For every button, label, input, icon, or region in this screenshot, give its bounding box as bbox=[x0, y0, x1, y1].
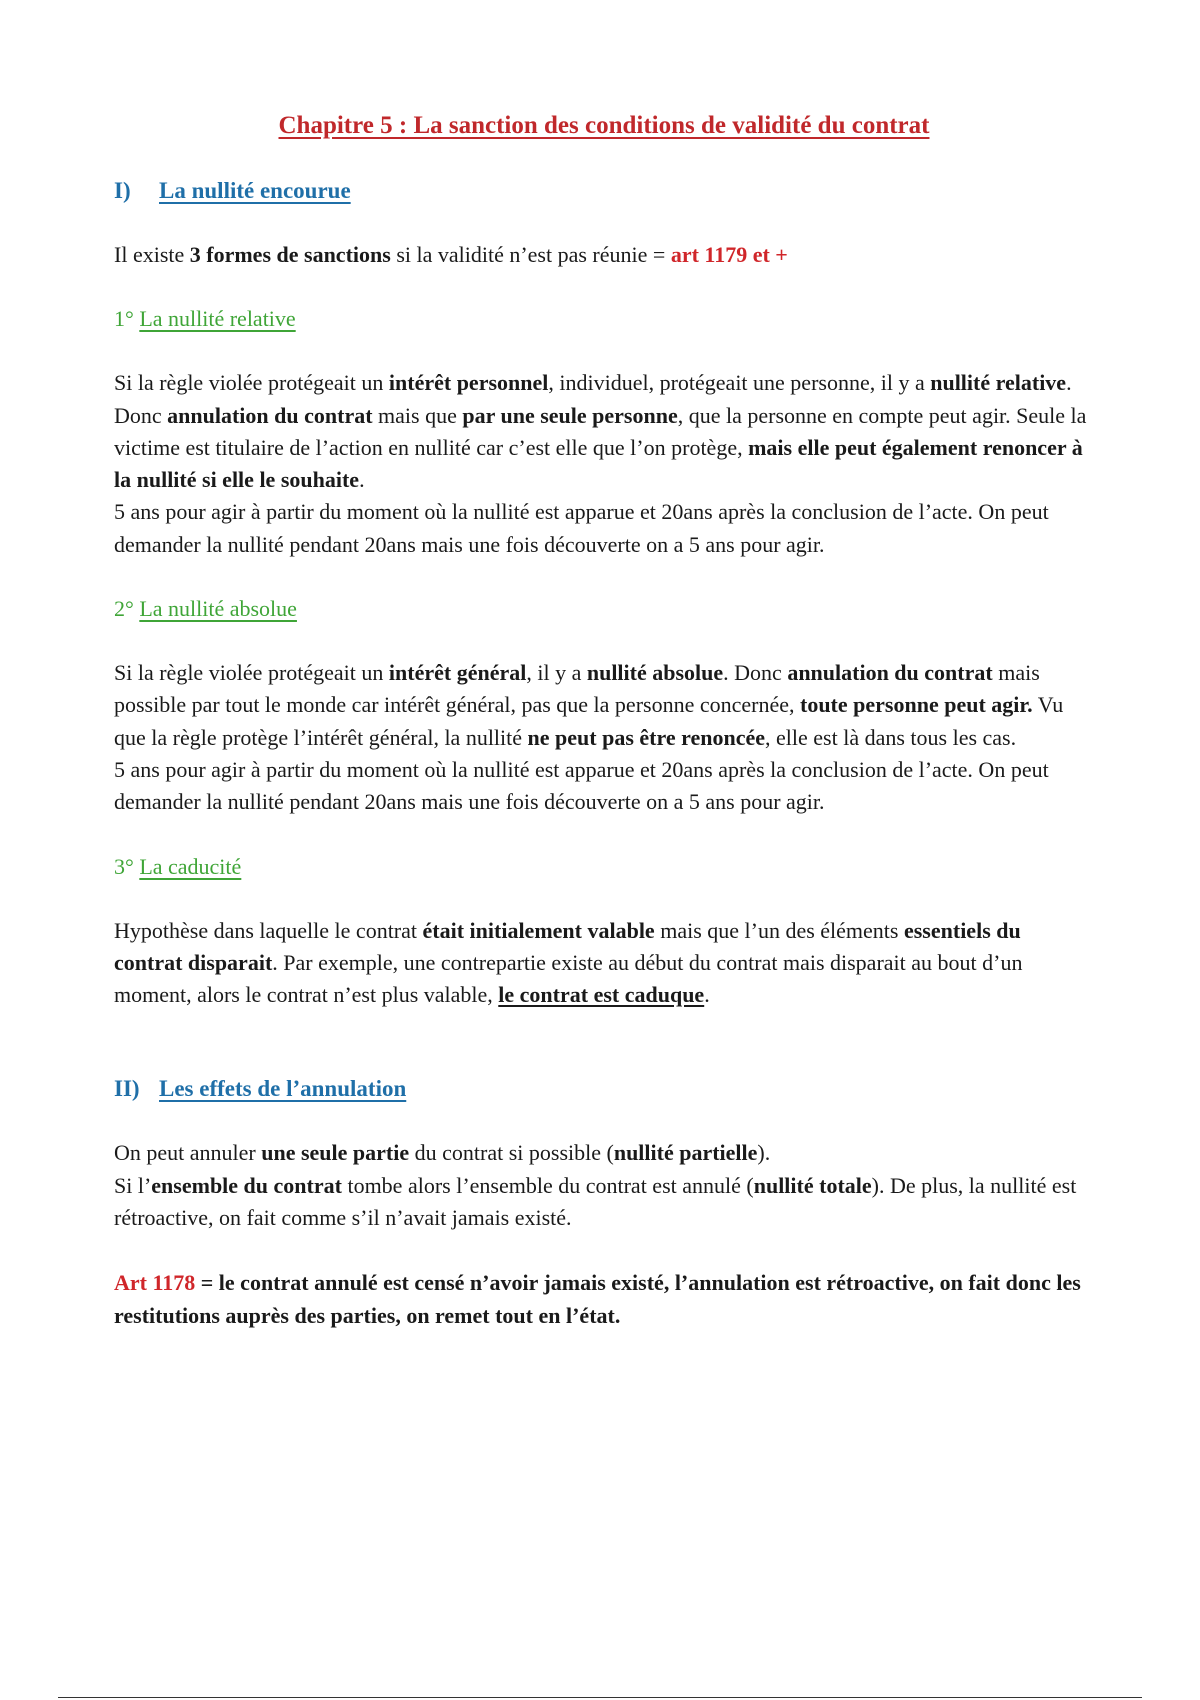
bold-underlined-run: le contrat est caduque bbox=[498, 982, 705, 1008]
section-2-title: Les effets de l’annulation bbox=[159, 1076, 407, 1102]
text-run: mais que l’un des éléments bbox=[654, 917, 904, 943]
text-run: mais possible par tout le monde car intérêt général, pas que la personne concernée, bbox=[114, 660, 1040, 718]
text-run: . bbox=[704, 982, 710, 1008]
bold-run: intérêt personnel bbox=[388, 370, 549, 396]
bold-run: était initialement valable bbox=[422, 917, 655, 943]
intro-text-a: Il existe bbox=[114, 242, 190, 267]
chapter-title: Chapitre 5 : La sanction des conditions de validité du contrat bbox=[278, 112, 930, 139]
bold-run: nullité totale bbox=[753, 1172, 872, 1198]
text-run: , elle est là dans tous les cas. bbox=[765, 724, 1017, 750]
section-2-paragraph bbox=[114, 1137, 1094, 1234]
subsection-1-number: 1° bbox=[114, 306, 134, 332]
bold-run: ne peut pas être renoncée bbox=[527, 724, 766, 750]
bold-run: annulation du contrat bbox=[787, 660, 993, 686]
subsection-2-paragraph bbox=[114, 657, 1094, 818]
intro-article-ref: art 1179 et + bbox=[670, 242, 788, 267]
bold-run: nullité absolue bbox=[586, 660, 724, 686]
intro-bold: 3 formes de sanctions bbox=[189, 242, 391, 267]
text-run: On peut annuler bbox=[114, 1140, 262, 1166]
article-text: = le contrat annulé est censé n’avoir jamais existé, l’annulation est rétroactive, on fait donc les restitutions auprès des parties, on remet tout en l’état. bbox=[114, 1270, 1081, 1328]
delay-text: 5 ans pour agir à partir du moment où la nullité est apparue et 20ans après la conclusion de l’acte. On peut demander la nullité pendant 20ans mais une fois découverte on a 5 ans pour agir. bbox=[114, 756, 1049, 815]
subsection-1-title: La nullité relative bbox=[139, 306, 296, 332]
section-gap bbox=[114, 1044, 1094, 1074]
intro-text-c: si la validité n’est pas réunie = bbox=[390, 242, 671, 267]
bold-run: une seule partie bbox=[261, 1140, 410, 1166]
bold-run: mais elle peut également renoncer à la nullité si elle le souhaite bbox=[114, 434, 1083, 493]
bold-run: ensemble du contrat bbox=[151, 1172, 342, 1198]
subsection-1-heading bbox=[114, 304, 1094, 334]
text-run: . bbox=[359, 467, 365, 493]
article-ref: Art 1178 bbox=[114, 1270, 196, 1296]
section-1-title: La nullité encourue bbox=[159, 178, 351, 203]
subsection-3-number: 3° bbox=[114, 853, 134, 879]
bold-run: par une seule personne bbox=[462, 402, 678, 428]
section-2-heading bbox=[114, 1074, 1094, 1104]
subsection-3-title: La caducité bbox=[139, 853, 242, 879]
text-run: Si la règle violée protégeait un bbox=[114, 370, 389, 396]
text-run: du contrat si possible ( bbox=[409, 1140, 614, 1166]
text-run: . Par exemple, une contrepartie existe au début du contrat mais disparait au bout d’un moment, alors le contrat n’est plus valable, bbox=[114, 949, 1023, 1008]
text-run: , individuel, protégeait une personne, il y a bbox=[548, 370, 931, 396]
footer-rule bbox=[58, 1697, 1142, 1698]
text-run: Si la règle violée protégeait un bbox=[114, 660, 389, 686]
section-1-intro bbox=[114, 239, 1094, 271]
subsection-3-heading bbox=[114, 852, 1094, 882]
text-run: , il y a bbox=[526, 660, 587, 686]
text-run: ). De plus, la nullité est rétroactive, on fait comme s’il n’avait jamais existé. bbox=[114, 1172, 1077, 1231]
text-run: tombe alors l’ensemble du contrat est annulé ( bbox=[341, 1172, 754, 1198]
section-1-heading bbox=[114, 176, 1094, 206]
bold-run: intérêt général bbox=[388, 660, 527, 686]
text-run: mais que bbox=[372, 402, 463, 428]
bold-run: toute personne peut agir. bbox=[800, 692, 1033, 718]
text-run: , que la personne en compte peut agir. Seule la victime est titulaire de l’action en nullité car c’est elle que l’on protège, bbox=[114, 402, 1087, 460]
subsection-2-title: La nullité absolue bbox=[139, 596, 297, 622]
text-run: . Donc bbox=[114, 370, 1072, 428]
bold-run: nullité partielle bbox=[613, 1140, 758, 1166]
article-1178-paragraph bbox=[114, 1267, 1094, 1332]
subsection-2-number: 2° bbox=[114, 596, 134, 622]
text-run: Vu que la règle protège l’intérêt général, la nullité bbox=[114, 692, 1064, 750]
subsection-3-paragraph bbox=[114, 915, 1094, 1012]
text-run: Si l’ bbox=[114, 1172, 152, 1198]
section-2-number: II) bbox=[114, 1076, 140, 1102]
document-page bbox=[114, 110, 1094, 1365]
bold-run: essentiels du contrat disparait bbox=[114, 917, 1021, 975]
text-run: Hypothèse dans laquelle le contrat bbox=[114, 917, 423, 943]
bold-run: annulation du contrat bbox=[167, 402, 373, 428]
subsection-1-paragraph bbox=[114, 367, 1094, 561]
text-run: . Donc bbox=[723, 660, 788, 686]
bold-run: nullité relative bbox=[930, 370, 1067, 396]
subsection-2-heading bbox=[114, 594, 1094, 624]
text-run: ). bbox=[757, 1140, 771, 1166]
delay-text: 5 ans pour agir à partir du moment où la nullité est apparue et 20ans après la conclusion de l’acte. On peut demander la nullité pendant 20ans mais une fois découverte on a 5 ans pour agir. bbox=[114, 499, 1049, 557]
section-1-number: I) bbox=[114, 178, 131, 203]
